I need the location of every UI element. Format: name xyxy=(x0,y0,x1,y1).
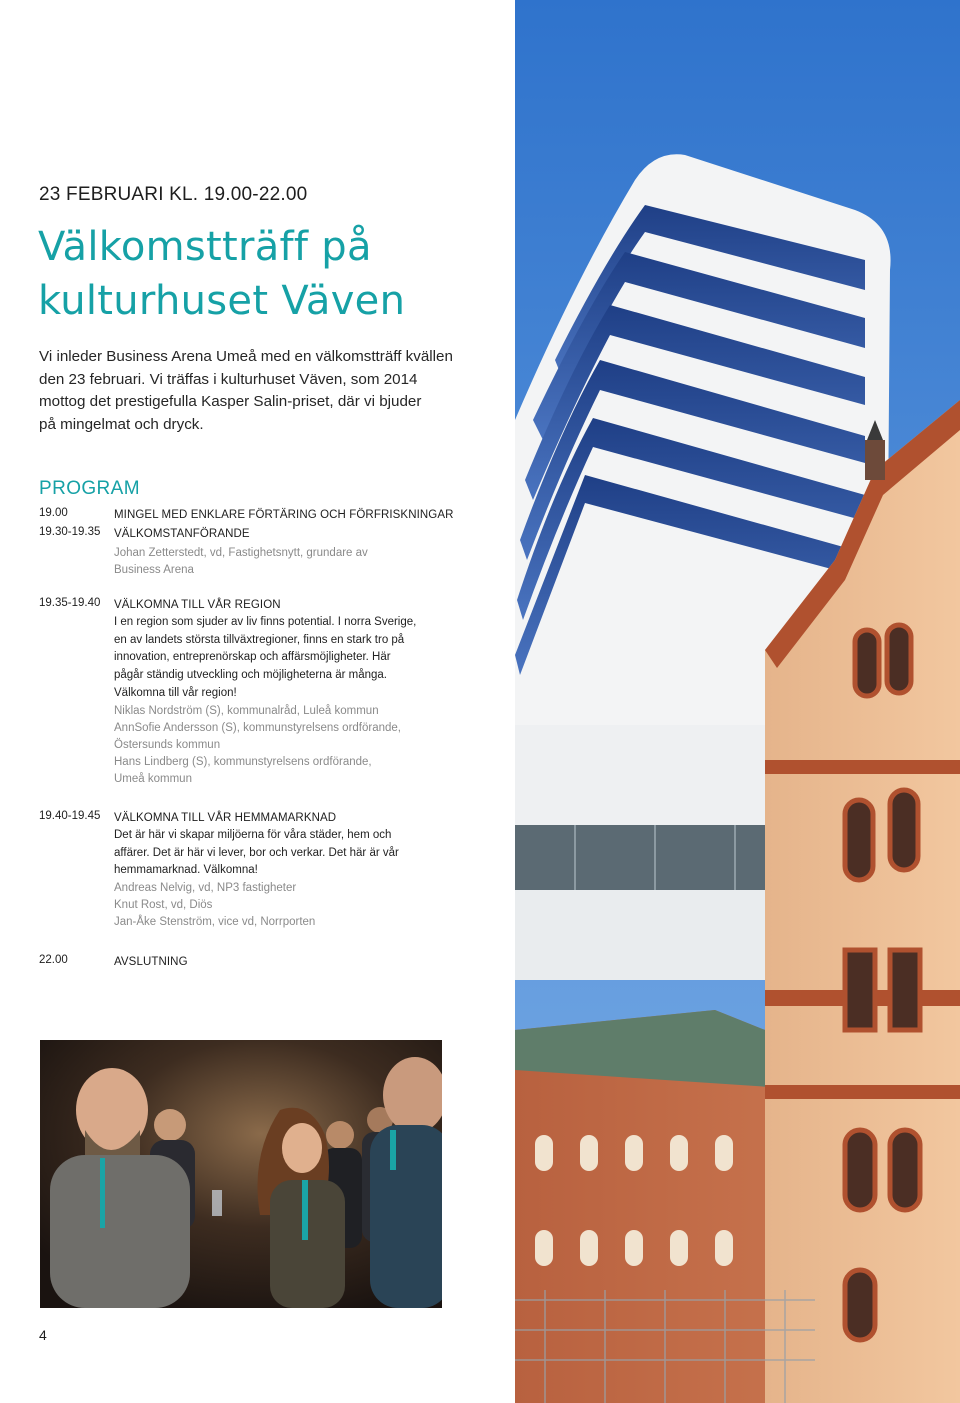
speaker-line: Business Arena xyxy=(114,564,194,576)
program-desc-line: affärer. Det är här vi lever, bor och verkar. Det här är vår xyxy=(114,846,399,859)
program-time: 19.35-19.40 xyxy=(39,597,101,609)
program-title: VÄLKOMSTANFÖRANDE xyxy=(114,528,250,540)
program-body xyxy=(114,954,474,971)
event-date: 23 FEBRUARI KL. 19.00-22.00 xyxy=(39,184,308,205)
page-number: 4 xyxy=(39,1327,47,1343)
program-desc-line: Välkomna till vår region! xyxy=(114,686,237,699)
speaker-line: Umeå kommun xyxy=(114,772,192,785)
program-time: 22.00 xyxy=(39,954,68,966)
program-desc-line: hemmamarknad. Välkomna! xyxy=(114,864,258,877)
intro-line: den 23 februari. Vi träffas i kulturhuset Väven, som 2014 xyxy=(39,370,418,388)
program-body xyxy=(114,597,474,788)
intro-line: på mingelmat och dryck. xyxy=(39,415,204,433)
speaker-line: Hans Lindberg (S), kommunstyrelsens ordförande, xyxy=(114,755,372,768)
speaker-line: Östersunds kommun xyxy=(114,738,221,751)
program-title: MINGEL MED ENKLARE FÖRTÄRING OCH FÖRFRISKNINGAR xyxy=(114,509,454,521)
title-line-2: kulturhuset Väven xyxy=(38,278,406,324)
program-body xyxy=(114,526,474,579)
program-title: AVSLUTNING xyxy=(114,956,188,968)
program-desc-line: pågår ständig utveckling och möjligheterna är många. xyxy=(114,669,387,682)
program-time: 19.30-19.35 xyxy=(39,526,101,538)
program-title: VÄLKOMNA TILL VÅR HEMMAMARKNAD xyxy=(114,812,337,824)
program-title: VÄLKOMNA TILL VÅR REGION xyxy=(114,599,281,611)
program-desc-line: Det är här vi skapar miljöerna för våra städer, hem och xyxy=(114,829,392,841)
program-body xyxy=(114,507,474,524)
program-time: 19.00 xyxy=(39,507,68,519)
intro-line: Vi inleder Business Arena Umeå med en välkomstträff kvällen xyxy=(39,348,453,365)
title-line-1: Välkomstträff på xyxy=(38,224,372,270)
program-desc-line: en av landets största tillväxtregioner, finns en stark tro på xyxy=(114,633,405,646)
building-photo xyxy=(515,0,960,1403)
intro-line: mottog det prestigefulla Kasper Salin-priset, där vi bjuder xyxy=(39,393,422,410)
program-body xyxy=(114,810,474,931)
page-title xyxy=(38,220,508,328)
speaker-line: Jan-Åke Stenström, vice vd, Norrporten xyxy=(114,916,316,929)
speaker-line: Knut Rost, vd, Diös xyxy=(114,899,213,912)
speaker-line: Johan Zetterstedt, vd, Fastighetsnytt, grundare av xyxy=(114,547,368,559)
program-heading: PROGRAM xyxy=(39,478,140,499)
program-desc-line: I en region som sjuder av liv finns potential. I norra Sverige, xyxy=(114,616,417,628)
building-illustration xyxy=(515,0,960,1403)
program-time: 19.40-19.45 xyxy=(39,810,101,822)
program-desc-line: innovation, entreprenörskap och affärsmöjligheter. Här xyxy=(114,651,391,664)
speaker-line: AnnSofie Andersson (S), kommunstyrelsens ordförande, xyxy=(114,721,402,734)
event-photo xyxy=(40,1040,442,1308)
event-photo-illustration xyxy=(40,1040,442,1308)
speaker-line: Niklas Nordström (S), kommunalråd, Luleå kommun xyxy=(114,704,379,717)
speaker-line: Andreas Nelvig, vd, NP3 fastigheter xyxy=(114,882,297,895)
intro-paragraph xyxy=(39,346,469,436)
